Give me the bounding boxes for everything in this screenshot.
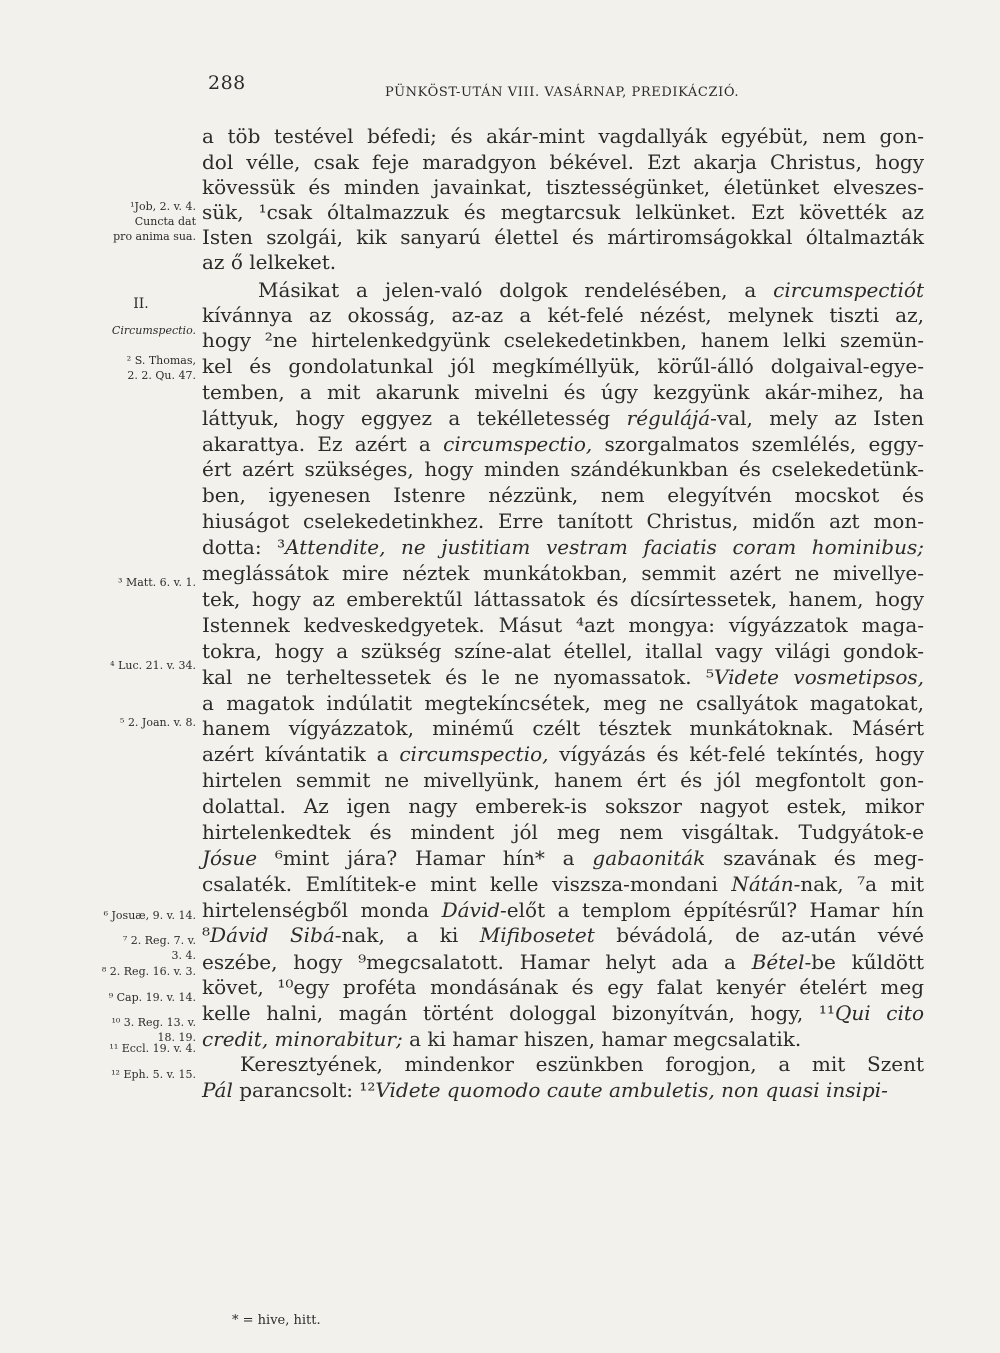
text-run: Isten szolgái, kik sanyarú élettel és mártiromságokkal óltalmazták [202, 225, 924, 249]
text-line [202, 716, 924, 740]
text-line [202, 406, 924, 430]
margin-note: ³ Matt. 6. v. 1. [118, 576, 196, 589]
italic-text: circumspectio, [399, 742, 549, 766]
text-run: -val, mely az Isten [710, 406, 924, 430]
text-run: szorgalmatos szemlélés, eggy- [592, 432, 924, 456]
text-line [202, 872, 924, 896]
margin-note: ⁵ 2. Joan. v. 8. [120, 716, 196, 729]
text-run: meglássátok mire néztek munkátokban, semmit azért ne mivellye- [202, 561, 924, 585]
italic-text: Pál [202, 1078, 233, 1102]
text-run: azért kívántatik a [202, 742, 400, 766]
text-run: dotta: ³ [202, 535, 286, 559]
text-run: ⁸ [202, 923, 211, 947]
text-line [202, 1078, 924, 1102]
text-line [202, 483, 924, 507]
text-run: temben, a mit akarunk mivelni és úgy kezgyünk akár-mihez, ha [202, 380, 924, 404]
text-run: dolattal. Az igen nagy emberek-is sokszor nagyot estek, mikor [202, 794, 924, 818]
text-run: követ, ¹⁰egy proféta mondásának és egy falat kenyér ételért meg [202, 975, 924, 999]
text-run: kel és gondolatunkal jól megkíméllyük, körűl-álló dolgaival-egye- [202, 354, 924, 378]
text-line [202, 561, 924, 585]
text-run: parancsolt: ¹² [232, 1078, 376, 1102]
text-line [202, 535, 924, 559]
text-run: szavának és meg- [705, 846, 925, 870]
margin-note: 18. 19. [157, 1031, 196, 1044]
running-head: PÜNKÖST-UTÁN VIII. VASÁRNAP, PREDIKÁCZIÓ. [385, 85, 740, 100]
margin-note: ⁶ Josuæ, 9. v. 14. [103, 909, 196, 922]
text-run: akarattya. Ez azért a [202, 432, 444, 456]
italic-text: Videte vosmetipsos, [714, 665, 924, 689]
text-run: a töb testével béfedi; és akár-mint vagdallyák egyébüt, nem gon- [202, 124, 924, 148]
italic-text: Bétel [751, 950, 805, 974]
italic-text: circumspectio, [443, 432, 593, 456]
text-run: kal ne terheltessetek és le ne nyomassatok. ⁵ [202, 665, 714, 689]
margin-note: ⁷ 2. Reg. 7. v. [122, 934, 196, 947]
text-run: tokra, hogy a szükség színe-alat étellel, itallal vagy világi gondok- [202, 639, 924, 663]
margin-note: ² S. Thomas, [126, 354, 196, 367]
text-line [202, 691, 924, 715]
text-run: Keresztyének, mindenkor eszünkben forogjon, a mit Szent [240, 1052, 924, 1076]
text-run: ⁶mint jára? Hamar hín* a [257, 846, 593, 870]
italic-text: Jósue [202, 846, 258, 870]
italic-text: Attendite, ne justitiam vestram faciatis coram hominibus; [285, 535, 924, 559]
text-run: hirtelenségből monda [202, 898, 442, 922]
text-run: dol vélle, csak feje maradgyon békével. Ezt akarja Christus, hogy [202, 150, 924, 174]
margin-note: 3. 4. [171, 949, 196, 962]
text-line [202, 150, 924, 174]
text-run: -nak, a ki [334, 923, 480, 947]
italic-text: Nátán [731, 872, 794, 896]
text-line [202, 225, 924, 249]
text-run: hiuságot cselekedetinkhez. Erre tanított Christus, midőn azt mon- [202, 509, 924, 533]
text-run: Másikat a jelen-való dolgok rendelésében, a [258, 278, 774, 302]
text-run: kövessük és minden javainkat, tisztességünket, életünket elveszes- [202, 175, 924, 199]
text-line [202, 587, 924, 611]
text-line [202, 380, 924, 404]
text-line [202, 200, 924, 224]
margin-note: Circumspectio. [111, 324, 196, 337]
text-line [202, 794, 924, 818]
italic-text: Dávid Sibá [210, 923, 335, 947]
text-run: láttyuk, hogy eggyez a tekélletesség [202, 406, 627, 430]
italic-text: régulájá [626, 406, 711, 430]
margin-note: II. [133, 296, 149, 312]
margin-note: pro anima sua. [113, 230, 196, 243]
text-line [202, 639, 924, 663]
text-run: a magatok indúlatit megtekíncsétek, meg ne csallyátok magatokat, [202, 691, 924, 715]
footnote: * = hive, hitt. [232, 1313, 321, 1328]
text-line [202, 820, 924, 844]
margin-note: Cuncta dat [134, 215, 196, 228]
text-line [202, 950, 924, 974]
text-run: hirtelenkedtek és mindent jól meg nem visgáltak. Tudgyátok-e [202, 820, 924, 844]
text-line [202, 665, 924, 689]
italic-text: circumspectiót [773, 278, 924, 302]
text-line [202, 846, 924, 870]
italic-text: gabaoniták [592, 846, 706, 870]
text-line [202, 923, 924, 947]
text-run: kívánnya az okosság, az-az a két-felé nézést, melynek tiszti az, [202, 303, 924, 327]
italic-text: Dávid [441, 898, 501, 922]
italic-text: credit, minorabitur; [202, 1027, 403, 1051]
text-line [202, 175, 924, 199]
text-run: az ő lelkeket. [202, 250, 337, 274]
italic-text: Qui cito [834, 1001, 924, 1025]
text-run: kelle halni, magán történt dologgal bizonyítván, hogy, ¹¹ [202, 1001, 835, 1025]
text-run: -előt a templom éppítésrűl? Hamar hín [500, 898, 924, 922]
text-line [258, 278, 924, 302]
text-line [202, 432, 924, 456]
text-line [202, 354, 924, 378]
margin-note: ¹² Eph. 5. v. 15. [111, 1068, 196, 1081]
text-line [202, 328, 924, 352]
text-line [202, 457, 924, 481]
text-run: ért azért szükséges, hogy minden szándékunkban és cselekedetünk- [202, 457, 924, 481]
text-run: -nak, ⁷a mit [793, 872, 924, 896]
margin-note: ¹⁰ 3. Reg. 13. v. [111, 1016, 196, 1029]
text-run: sük, ¹csak óltalmazzuk és megtarcsuk lelkünket. Ezt követték az [202, 200, 924, 224]
text-line [202, 898, 924, 922]
text-line [202, 742, 924, 766]
text-line [240, 1052, 924, 1076]
text-run: a ki hamar hiszen, hamar megcsalatik. [402, 1027, 802, 1051]
text-run: hirtelen semmit ne mivellyünk, hanem ért és jól megfontolt gon- [202, 768, 924, 792]
text-run: csalaték. Említitek-e mint kelle viszsza-mondani [202, 872, 732, 896]
text-run: bévádolá, de az-után vévé [594, 923, 924, 947]
margin-note: ⁹ Cap. 19. v. 14. [108, 991, 196, 1004]
italic-text: Videte quomodo caute ambuletis, non quasi insipi- [375, 1078, 888, 1102]
text-run: ben, igyenesen Istenre nézzünk, nem elegyítvén mocskot és [202, 483, 924, 507]
text-line [202, 613, 924, 637]
text-run: hanem vígyázzatok, minémű czélt tésztek munkátoknak. Másért [202, 716, 924, 740]
margin-note: 2. 2. Qu. 47. [127, 369, 196, 382]
text-line [202, 303, 924, 327]
text-line [202, 124, 924, 148]
text-line [202, 509, 924, 533]
margin-note: ¹¹ Eccl. 19. v. 4. [109, 1042, 196, 1055]
text-line [202, 1001, 924, 1025]
text-run: vígyázás és két-felé tekíntés, hogy [548, 742, 925, 766]
margin-note: ⁴ Luc. 21. v. 34. [110, 659, 196, 672]
text-run: hogy ²ne hirtelenkedgyünk cselekedetinkben, hanem lelki szemün- [202, 328, 924, 352]
margin-note: ¹Job, 2. v. 4. [130, 200, 196, 213]
text-line [202, 1027, 924, 1051]
margin-note: ⁸ 2. Reg. 16. v. 3. [101, 965, 196, 978]
text-run: tek, hogy az emberektűl láttassatok és dícsírtessetek, hanem, hogy [202, 587, 924, 611]
italic-text: Mifibosetet [479, 923, 595, 947]
text-line [202, 250, 924, 274]
text-run: Istennek kedveskedgyetek. Másut ⁴azt mongya: vígyázzatok maga- [202, 613, 924, 637]
text-line [202, 768, 924, 792]
page-number: 288 [208, 72, 246, 94]
text-run: -be kűldött [804, 950, 924, 974]
text-run: eszébe, hogy ⁹megcsalatott. Hamar helyt ada a [202, 950, 752, 974]
text-line [202, 975, 924, 999]
